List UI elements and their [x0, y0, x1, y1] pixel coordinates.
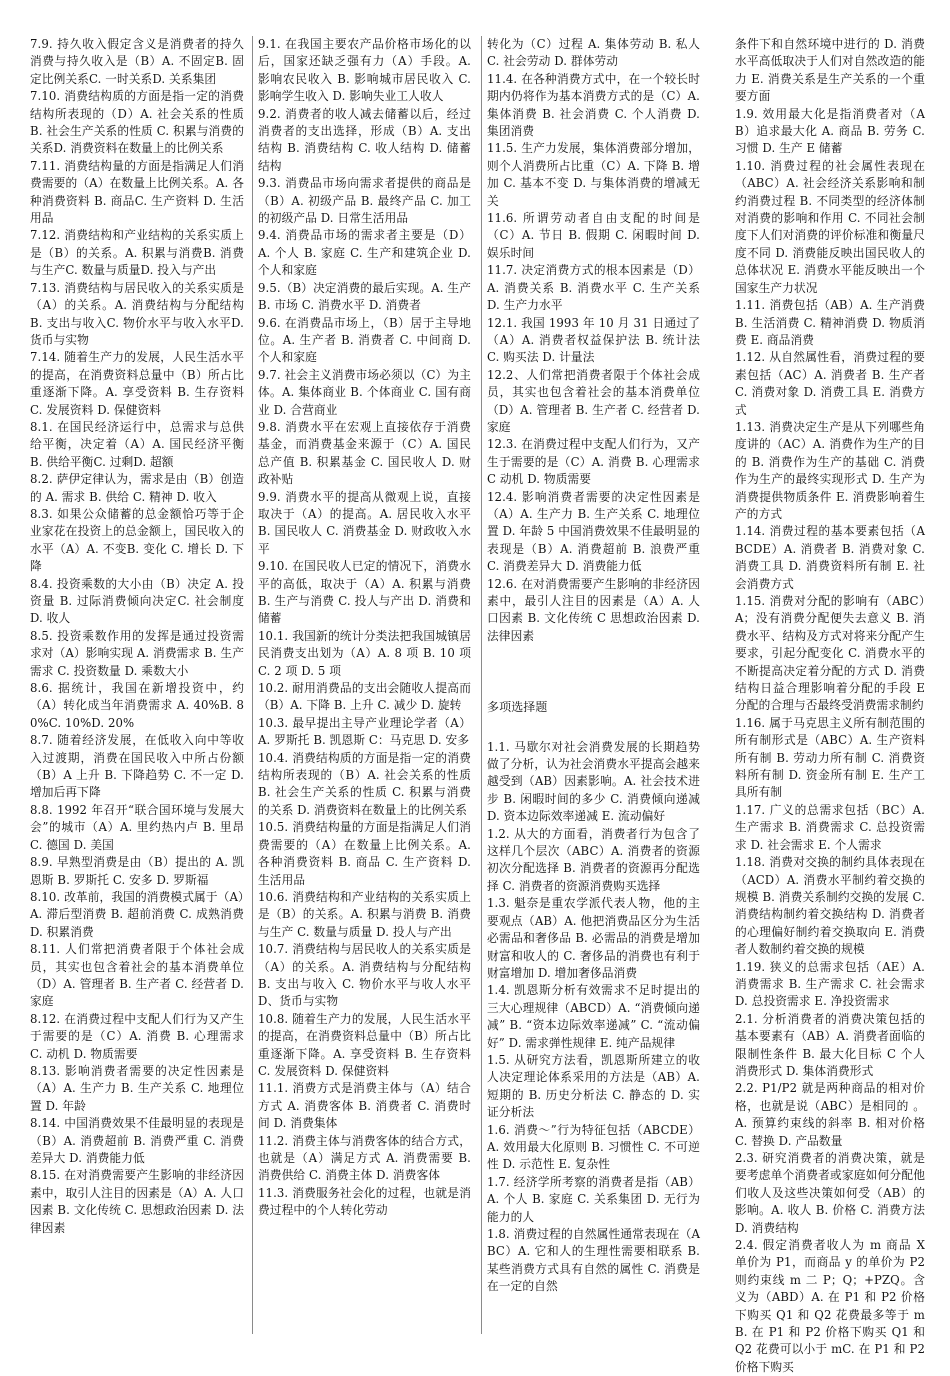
question-item: 8.10. 改革前，我国的消费模式属于（A）A. 滞后型消费 B. 超前消费 C. 成熟消费 D. 积累消费: [30, 889, 244, 939]
question-item: 7.14. 随着生产力的发展，人民生活水平的提高，在消费资料总量中（B）所占比重逐渐下降。A. 享受资料 B. 生存资料 C. 发展资料 D. 保健资料: [30, 350, 244, 417]
question-item: 2.1. 分析消费者的消费决策包括的基本要素有（AB）A. 消费者面临的限制性条件 B. 最大化目标 C 个人消费形式 D. 集体消费形式: [735, 1011, 925, 1078]
question-item: 10.8. 随着生产力的发展，人民生活水平的提高，在消费资料总量中（B）所占比重逐渐下降。A. 享受资料 B. 生存资料 C. 发展资料 D. 保健资料: [258, 1011, 471, 1078]
question-item: 7.10. 消费结构质的方面是指一定的消费结构所表现的（D）A. 社会关系的性质 B. 社会生产关系的性质 C. 积累与消费的关系D. 消费资料在数量上的比例关系: [30, 89, 244, 156]
question-item: 8.9. 早熟型消费是由（B）提出的 A. 凯恩斯 B. 罗斯托 C. 安多 D. 罗斯福: [30, 855, 244, 887]
question-item: 1.1. 马歇尔对社会消费发展的长期趋势做了分析，认为社会消费水平提高会越来越受到（AB）因素影响。A. 社会技术进步 B. 闲暇时间的多少 C. 消费倾向递减 D. 资本边际效率递减 E. 流动偏好: [487, 739, 700, 824]
question-item: 7.11. 消费结构量的方面是指满足人们消费需要的（A）在数量上比例关系。A. 各种消费资料 B. 商品C. 生产资料 D. 生活用品: [30, 158, 244, 226]
question-item: 1.15. 消费对分配的影响有（ABC）A；没有消费分配便失去意义 B. 消费水平、结构及方式对将来分配产生要求，引起分配变化 C. 消费水平的不断提高决定着分配的方式 D. 消费结构日益合理影响着分配的手段 E 分配的合理与否最终受消费需求制约: [735, 594, 925, 713]
question-item: 1.18. 消费对交换的制约具体表现在（ACD）A. 消费水平制约着交换的规模 B. 消费关系制约交换的发展 C. 消费结构制约着交换结构 D. 消费者的心理偏好制约着交换取向 E. 消费者人数制约着交换的规模: [735, 855, 925, 957]
question-item: 1.17. 广义的总需求包括（BC）A. 生产需求 B. 消费需求 C. 总投资需求 D. 社会需求 E. 个人需求: [735, 802, 925, 852]
question-item: 12.6. 在对消费需要产生影响的非经济因素中，最引人注目的因素是（A）A. 人口因素 B. 文化传统 C 思想政治因素 D. 法律因素: [487, 576, 700, 643]
question-item: 12.3. 在消费过程中支配人们行为，又产生于需要的是（C）A. 消费 B. 心理需求 C 动机 D. 物质需要: [487, 437, 700, 487]
question-item: 2.3. 研究消费者的消费决策，就是要考虑单个消费者或家庭如何分配他们收人及这些决策如何受（AB）的影响。A. 收人 B. 价格 C. 消费方法 D. 消费结构: [735, 1151, 925, 1235]
question-item: 1.6. 消费～”行为特征包括（ABCDE）A. 效用最大化原则 B. 习惯性 C. 不可逆性 D. 示范性 E. 复杂性: [487, 1122, 700, 1172]
question-item: 9.9. 消费水平的提高从微观上说，直接取决于（A）的提高。A. 居民收入水平 B. 国民收人 C. 消费基金 D. 财政收入水平: [258, 489, 471, 556]
question-item: 转化为（C）过程 A. 集体劳动 B. 私人 C. 社会劳动 D. 群体劳动: [487, 37, 700, 69]
question-item: 10.1. 我国新的统计分类法把我国城镇居民消费支出划为（A）A. 8 项 B. 10 项 C. 2 项 D. 5 项: [258, 628, 471, 678]
question-item: 8.3. 如果公众储蓄的总金额恰巧等于企业家花在投资上的总金额上，国民收入的水平（A）A. 不变B. 变化 C. 增长 D. 下降: [30, 506, 244, 574]
question-item: 1.4. 凯恩斯分析有效需求不足时提出的三大心理规律（ABCD）A. “消费倾向递减” B. “资本边际效率递减” C. “流动偏好” D. 需求弹性规律 E. 纯产品规律: [487, 983, 700, 1050]
question-item: 1.19. 狭义的总需求包括（AE）A. 消费需求 B. 生产需求 C. 社会需求 D. 总投资需求 E. 净投资需求: [735, 959, 925, 1009]
column-1: [30, 36, 244, 1334]
question-item: 11.2. 消费主体与消费客体的结合方式，也就是（A）满足方式 A. 消费需要 B. 消费供给 C. 消费主体 D. 消费客体: [258, 1133, 471, 1183]
question-item: 11.3. 消费服务社会化的过程，也就是消费过程中的个人转化劳动: [258, 1185, 471, 1218]
question-item: 8.12. 在消费过程中支配人们行为又产生于需要的是（C）A. 消费 B. 心理需求 C. 动机 D. 物质需要: [30, 1011, 244, 1061]
question-item: 1.14. 消费过程的基本要素包括（ABCDE）A. 消费者 B. 消费对象 C. 消费工具 D. 消费资料所有制 E. 社会消费方式: [735, 524, 925, 591]
question-item: 1.13. 消费决定生产是从下列哪些角度讲的（AC）A. 消费作为生产的目的 B. 消费作为生产的基础 C. 消费作为生产的最终实现形式 D. 生产为消费提供物质条件 E. 消费影响着生产的方式: [735, 419, 925, 521]
question-item: 8.15. 在对消费需要产生影响的非经济因素中，取引人注目的因素是（A）A. 人口因素 B. 文化传统 C. 思想政治因素 D. 法律因素: [30, 1168, 244, 1235]
question-item: 10.4. 消费结构质的方面是指一定的消费结构所表现的（B）A. 社会关系的性质 B. 社会生产关系的性质 C. 积累与消费的关系 D. 消费资料在数量上的比例关系: [258, 750, 471, 817]
question-item: 1.2. 从大的方面看，消费者行为包含了这样几个层次（ABC）A. 消费者的资源初次分配选择 B. 消费者的资源再分配选择 C. 消费者的资源消费购买选择: [487, 826, 700, 893]
question-item: 11.7. 决定消费方式的根本因素是（D）A. 消费关系 B. 消费水平 C. 生产关系 D. 生产力水平: [487, 263, 700, 313]
question-item: 11.5. 生产力发展，集体消费部分增加，则个人消费所占比重（C）A. 下降 B. 增加 C. 基本不变 D. 与集体消费的增减无关: [487, 141, 700, 208]
question-item: 11.1. 消费方式是消费主体与（A）结合方式 A. 消费客体 B. 消费者 C. 消费时间 D. 消费集体: [258, 1081, 471, 1131]
question-item: 10.3. 最早提出主导产业理论学者（A）A. 罗斯托 B. 凯恩斯 C：马克思 D. 安多: [258, 715, 471, 748]
question-item: 9.7. 社会主义消费市场必须以（C）为主体。A. 集体商业 B. 个体商业 C. 国有商业 D. 合营商业: [258, 367, 471, 417]
question-item: 1.10. 消费过程的社会属性表现在（ABC）A. 社会经济关系影响和制约消费过程 B. 不同类型的经济体制对消费的影响和作用 C. 不同社会制度下人们对消费的评价标准和衡量尺度不同 D. 消费能反映出国民收人的总体状况 E. 消费水平能反映出一个国家生产力状况: [735, 158, 925, 295]
question-item: 8.14. 中国消费效果不佳最明显的表现是（B）A. 消费超前 B. 消费严重 C. 消费差异大 D. 消费能力低: [30, 1116, 244, 1165]
question-item: 7.13. 消费结构与居民收入的关系实质是（A）的关系。A. 消费结构与分配结构 B. 支出与收入C. 物价水平与收入水平D. 货币与实物: [30, 280, 244, 347]
question-item: 9.10. 在国民收人已定的情况下，消费水平的高低，取决于（A）A. 积累与消费 B. 生产与消费 C. 投人与产出 D. 消费和储蓄: [258, 559, 471, 626]
question-item: 8.6. 据统计，我国在新增投资中，约（A）转化成当年消费需求 A. 40%B. 80%C. 10%D. 20%: [30, 681, 244, 730]
question-item: 1.11. 消费包括（AB）A. 生产消费 B. 生活消费 C. 精神消费 D. 物质消费 E. 商品消费: [735, 298, 925, 347]
question-item: 9.5.（B）决定消费的最后实现。A. 生产 B. 市场 C. 消费水平 D. 消费者: [258, 280, 471, 313]
question-item: 2.2. P1/P2 就是两种商品的相对价格，也就是说（ABC）是相同的 。A. 预算约束线的斜率 B. 相对价格 C. 替换 D. 产品数量: [735, 1081, 925, 1148]
question-item: 9.4. 消费品市场的需求者主要是（D）A. 个人 B. 家庭 C. 生产和建筑企业 D. 个人和家庭: [258, 228, 471, 278]
question-item: 8.4. 投资乘数的大小由（B）决定 A. 投资量 B. 过际消费倾向决定C. 社会制度 D. 收人: [30, 576, 244, 626]
question-item: 8.1. 在国民经济运行中，总需求与总供给平衡，决定着（A）A. 国民经济平衡 B. 供给平衡C. 过剩D. 超额: [30, 419, 244, 469]
question-item: 9.6. 在消费品市场上，（B）居于主导地位。A. 生产者 B. 消费者 C. 中间商 D. 个人和家庭: [258, 315, 471, 365]
question-item: 1.5. 从研究方法看，凯恩斯所建立的收人决定理论体系采用的方法是（AB）A. 短期的 B. 历史分析法 C. 静态的 D. 实证分析法: [487, 1052, 700, 1120]
question-item: 7.12. 消费结构和产业结构的关系实质上是（B）的关系。A. 积累与消费B. 消费与生产C. 数量与质量D. 投入与产出: [30, 228, 244, 278]
question-item: 1.12. 从自然属性看，消费过程的要素包括（AC）A. 消费者 B. 生产者 C. 消费对象 D. 消费工具 E. 消费方式: [735, 350, 925, 417]
question-item: 8.13. 影响消费者需要的决定性因素是（A）A. 生产力 B. 生产关系 C. 地理位置 D. 年龄: [30, 1063, 244, 1113]
question-item: 7.9. 持久收入假定含义是消费者的持久消费与持久收入是（B）A. 不固定B. 固定比例关系C. 一时关系D. 关系集团: [30, 37, 244, 86]
column-4: [735, 36, 925, 1374]
question-item: 8.8. 1992 年召开“联合国环境与发展大会”的城市（A）A. 里约热内卢 B. 里昂 C. 德国 D. 美国: [30, 802, 244, 852]
question-item: 8.2. 萨伊定律认为，需求是由（B）创造的 A. 需求 B. 供给 C. 精神 D. 收入: [30, 472, 244, 504]
question-item: 8.11. 人们常把消费者限于个体社会成员，其实也包含着社会的基本消费单位（D）A. 管理者 B. 生产者 C. 经营者 D. 家庭: [30, 942, 244, 1009]
question-item: 11.4. 在各种消费方式中，在一个较长时期内仍将作为基本消费方式的是（C）A. 集体消费 B. 社会消费 C. 个人消费 D. 集团消费: [487, 71, 700, 139]
question-item: 12.2、人们常把消费者限于个体社会成员，其实也包含着社会的基本消费单位（D）A. 管理者 B. 生产者 C. 经营者 D. 家庭: [487, 367, 700, 434]
question-item: 2.4. 假定消费者收人为 m 商品 X 单价为 P1，而商品 y 的单价为 P2 则约束线 m 二 P；Q；+PZQ。含义为（ABD）A. 在 P1 和 P2 价格下购买 Q1 和 Q2 花费最多等于 mB. 在 P1 和 P2 价格下购买 Q1 和 Q2 花费可以小于 mC. 在 P1 和 P2 价格下购买: [735, 1238, 925, 1374]
question-item: 9.1. 在我国主要农产品价格市场化的以后，国家还缺乏强有力（A）手段。A. 影响农民收入 B. 影响城市居民收入 C. 影响学生收入 D. 影响失业工人收人: [258, 37, 471, 104]
question-item: 1.3. 魁奈是重农学派代表人物，他的主要观点（AB）A. 他把消费品区分为生活必需品和奢侈品 B. 必需品的消费是增加财富和收人的 C. 奢侈品的消费也有利于财富增加 D. 增加奢侈品消费: [487, 896, 700, 980]
column-2: [252, 36, 471, 1334]
question-item: 12.1. 我国 1993 年 10 月 31 日通过了（A）A. 消费者权益保护法 B. 统计法 C. 购买法 D. 计量法: [487, 315, 700, 365]
question-item: 1.16. 属于马克思主义所有制范围的所有制形式是（ABC）A. 生产资料所有制 B. 劳动力所有制 C. 消费资料所有制 D. 资金所有制 E. 生产工具所有制: [735, 715, 925, 800]
question-item: 9.2. 消费者的收人减去储蓄以后，经过消费者的支出选择，形成（B）A. 支出结构 B. 消费结构 C. 收人结构 D. 储蓄结构: [258, 106, 471, 173]
question-item: 10.6. 消费结构和产业结构的关系实质上是（B）的关系。A. 积累与消费 B. 消费与生产 C. 数量与质量 D. 投人与产出: [258, 889, 471, 939]
question-item: 10.5. 消费结构量的方面是指满足人们消费需要的（A）在数量上比例关系。A. 各种消费资料 B. 商品 C. 生产资料 D. 生活用品: [258, 820, 471, 887]
question-item: 10.7. 消费结构与居民收人的关系实质是（A）的关系。A. 消费结构与分配结构 B. 支出与收入 C. 物价水平与收人水平 D、货币与实物: [258, 942, 471, 1009]
question-item: 9.3. 消费品市场向需求者提供的商品是（B）A. 初级产品 B. 最终产品 C. 加工的初级产品 D. 日常生活用品: [258, 176, 471, 226]
question-item: 8.7. 随着经济发展，在低收入向中等收入过渡期，消费在国民收入中所占份额（B）A 上升 B. 下降趋势 C. 不一定 D. 增加后再下降: [30, 733, 244, 800]
question-item: 1.9. 效用最大化是指消费者对（AB）追求最大化 A. 商品 B. 劳务 C. 习惯 D. 生产 E 储蓄: [735, 106, 925, 156]
question-item: 1.8. 消费过程的自然属性通常表现在（ABC）A. 它和人的生理性需要相联系 B. 某些消费方式具有自然的属性 C. 消费是在一定的自然: [487, 1227, 700, 1294]
question-item: 1.7. 经济学所考察的消费者是指（AB）A. 个人 B. 家庭 C. 关系集团 D. 无行为能力的人: [487, 1174, 700, 1224]
question-item: 8.5. 投资乘数作用的发挥是通过投资需求对（A）影响实现 A. 消费需求 B. 生产需求 C. 投资数量 D. 乘数大小: [30, 628, 244, 678]
section-heading: 多项选择题: [487, 700, 548, 715]
question-item: 10.2. 耐用消费品的支出会随收人提高而（B）A. 下降 B. 上升 C. 减少 D. 旋转: [258, 681, 471, 713]
column-3: [481, 36, 700, 1334]
question-item: 9.8. 消费水平在宏观上直接依存于消费基金，而消费基金来源于（C）A. 国民总产值 B. 积累基金 C. 国民收人 D. 财政补贴: [258, 419, 471, 487]
question-item: 11.6. 所谓劳动者自由支配的时间是（C）A. 节日 B. 假期 C. 闲暇时间 D. 娱乐时间: [487, 211, 700, 260]
question-item: 12.4. 影响消费者需要的决定性因素是（A）A. 生产力 B. 生产关系 C. 地理位置 D. 年龄 5 中国消费效果不佳最明显的表现是（B）A. 消费超前 B. 浪费严重 C. 消费差异大 D. 消费能力低: [487, 489, 700, 574]
question-item: 条件下和自然环境中进行的 D. 消费水平高低取决于人们对自然改造的能力 E. 消费关系是生产关系的一个重要方面: [735, 37, 925, 104]
